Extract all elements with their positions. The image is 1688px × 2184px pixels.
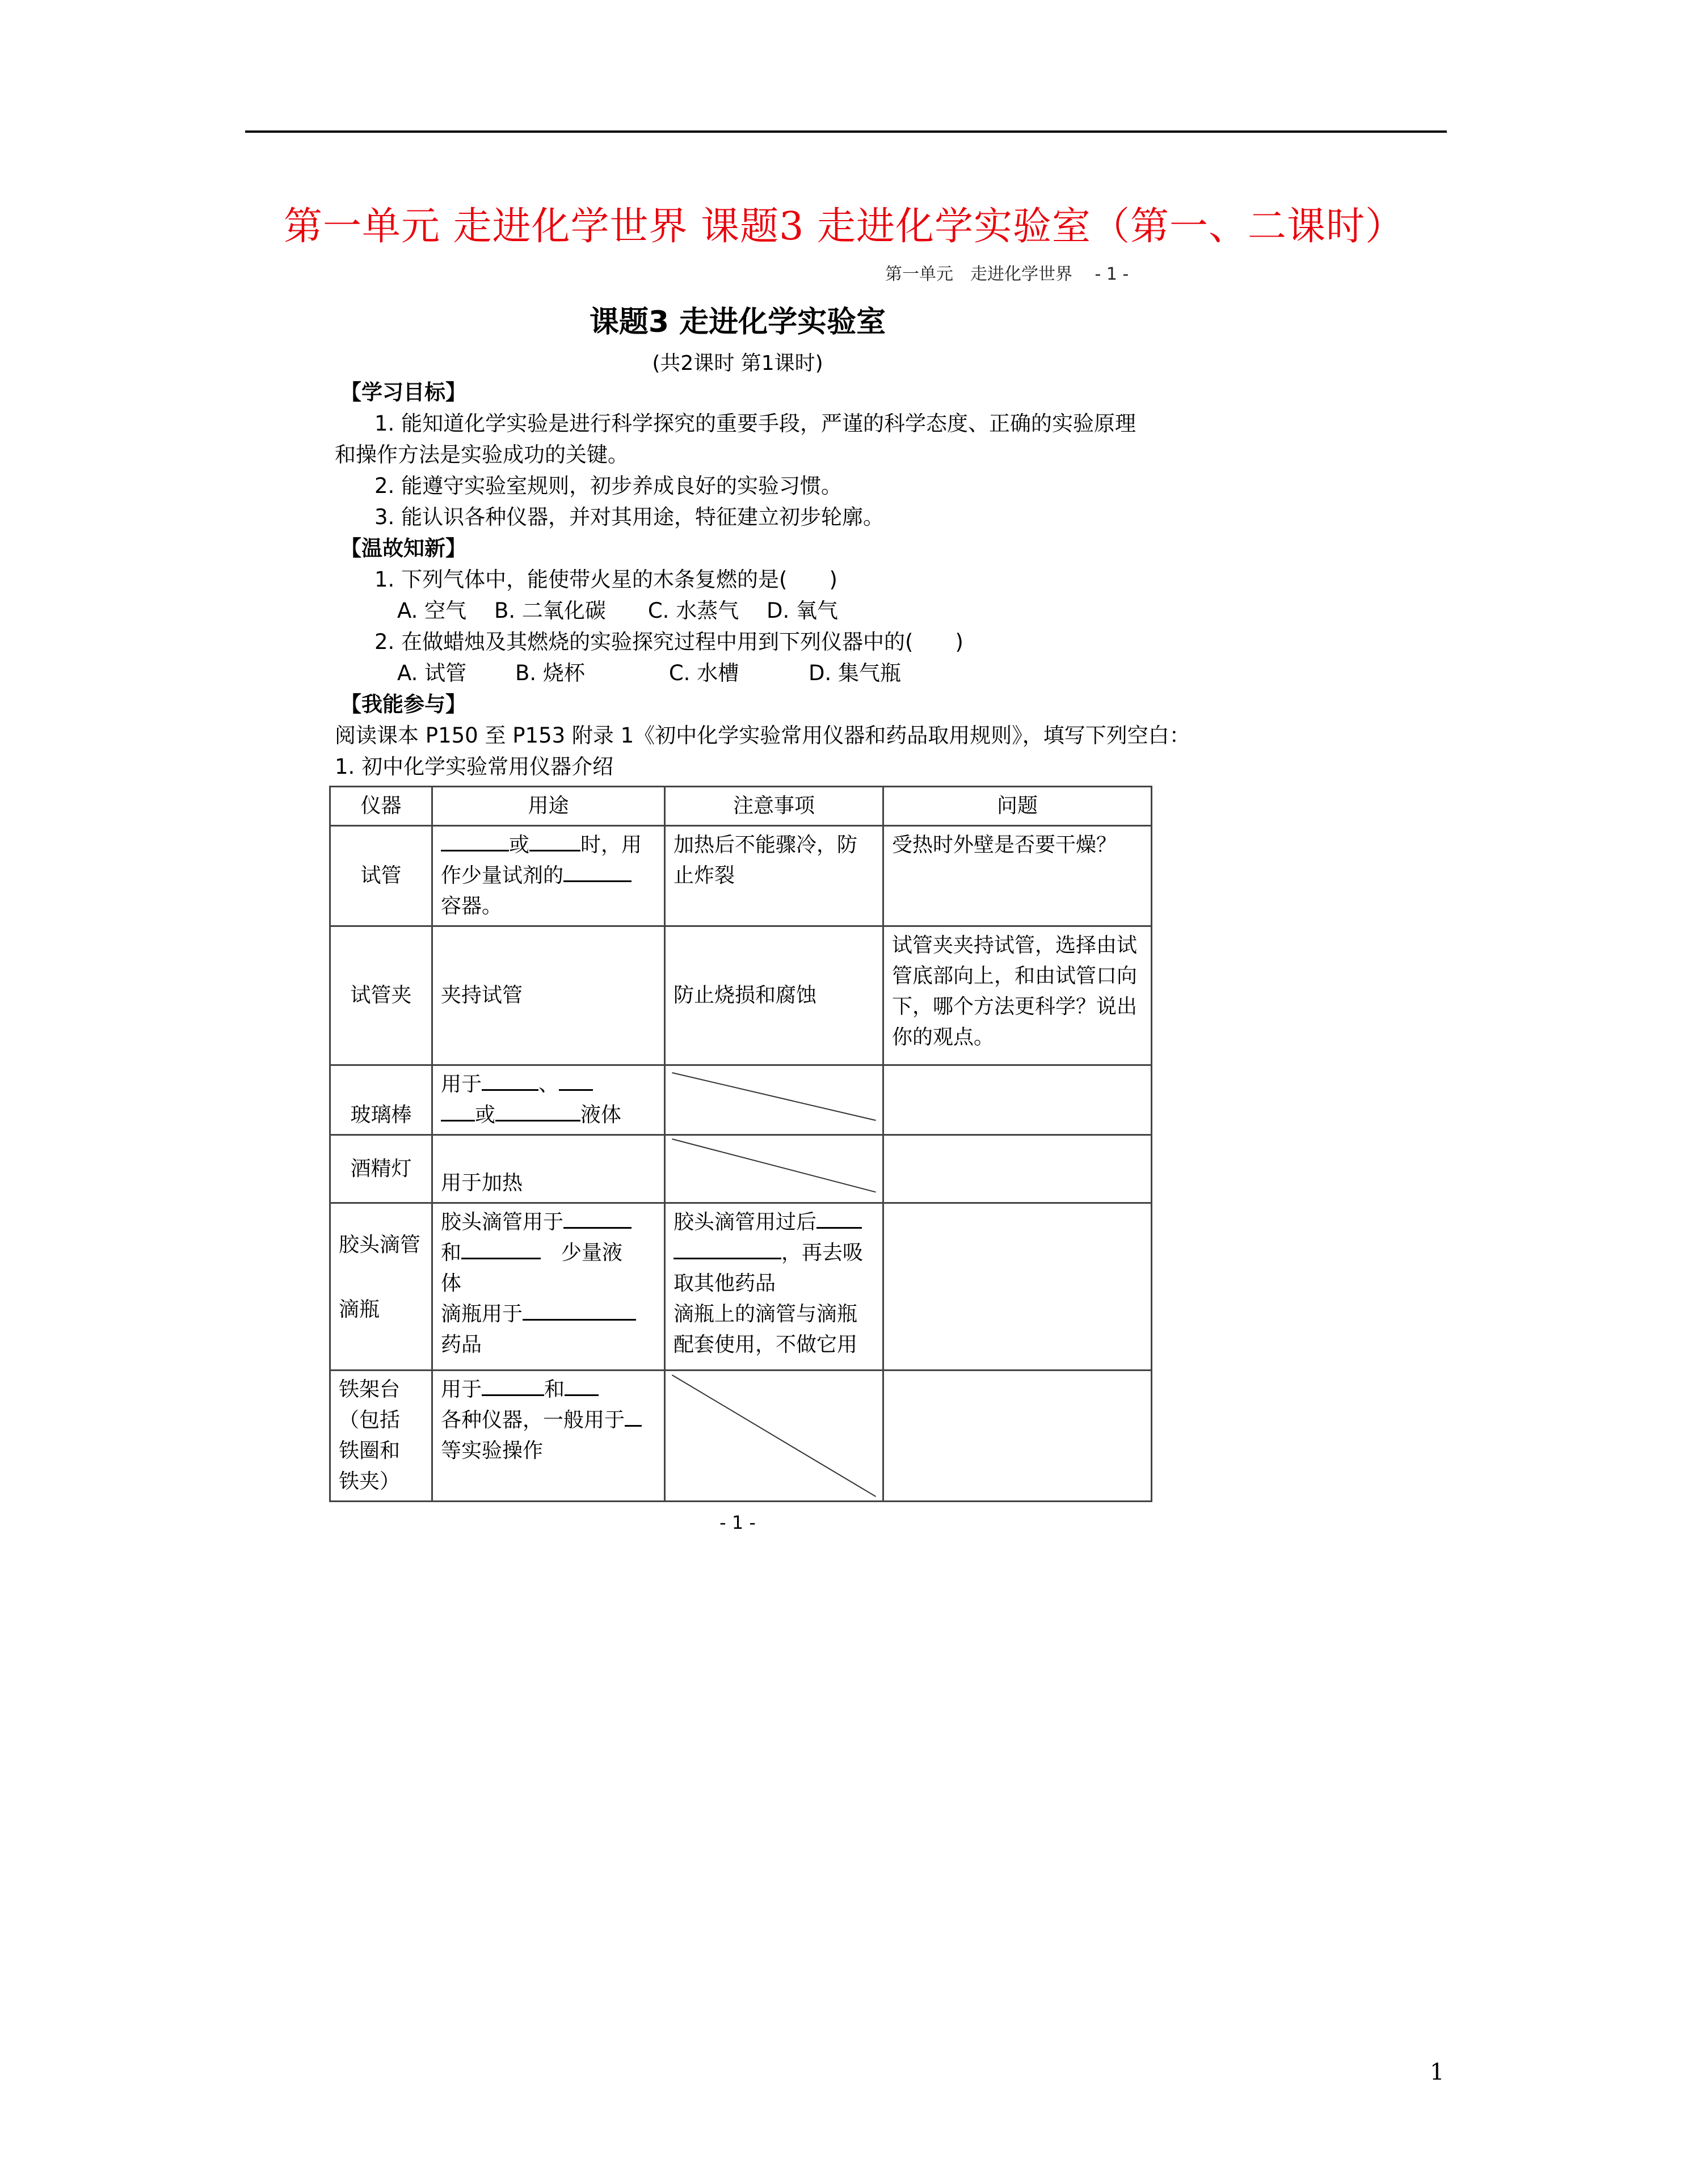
table-header-row — [330, 787, 1152, 826]
note-text: 胶头滴管用过后 — [673, 1211, 817, 1234]
fill-blank[interactable] — [563, 880, 632, 882]
fill-blank[interactable] — [529, 850, 580, 851]
crossed-out-cell — [665, 1135, 883, 1203]
fill-blank[interactable] — [673, 1258, 781, 1259]
use-text: 各种仪器，一般用于 — [441, 1409, 625, 1432]
fill-blank[interactable] — [816, 1227, 862, 1229]
fill-blank[interactable] — [441, 1120, 475, 1121]
table-row — [330, 826, 1152, 926]
use-text: 时，用 — [580, 833, 642, 857]
question-cell: 受热时外壁是否要干燥？ — [883, 826, 1152, 926]
scanned-worksheet — [318, 250, 1190, 1533]
instrument-table — [329, 786, 1152, 1502]
use-cell — [432, 1371, 665, 1502]
question-cell — [883, 1203, 1152, 1371]
running-head — [885, 260, 1129, 285]
fill-blank[interactable] — [482, 1089, 538, 1091]
header-cell: 问题 — [883, 787, 1152, 826]
review-question: 2. 在做蜡烛及其燃烧的实验探究过程中用到下列仪器中的( ) — [374, 630, 963, 654]
fill-blank[interactable] — [482, 1394, 544, 1396]
use-text: 作少量试剂的 — [441, 864, 564, 887]
fill-blank[interactable] — [625, 1425, 642, 1427]
scan-page-number: - 1 - — [719, 1512, 756, 1533]
instrument-name: 酒精灯 — [330, 1135, 432, 1203]
question-cell: 试管夹夹持试管，选择由试管底部向上，和由试管口向下，哪个方法更科学？说出你的观点。 — [883, 926, 1152, 1065]
table-row — [330, 1135, 1152, 1203]
note-text: ，再去吸 — [781, 1241, 864, 1264]
fill-blank[interactable] — [461, 1258, 541, 1259]
table-row — [330, 926, 1152, 1065]
use-text: 滴瓶用于 — [441, 1302, 523, 1326]
use-text: 、 — [538, 1073, 559, 1096]
instrument-name: 试管夹 — [330, 926, 432, 1065]
use-text: 和 — [441, 1241, 462, 1264]
question-cell — [883, 1065, 1152, 1135]
use-text: 少量液 — [561, 1241, 623, 1264]
session-info: (共2课时 第1课时) — [652, 352, 823, 375]
goal-line: 2. 能遵守实验室规则，初步养成良好的实验习惯。 — [374, 474, 843, 498]
table-row — [330, 1065, 1152, 1135]
use-cell — [432, 1065, 665, 1135]
use-cell: 用于加热 — [432, 1135, 665, 1203]
fill-blank[interactable] — [441, 850, 509, 851]
use-text: 或 — [509, 833, 530, 857]
note-cell — [665, 1203, 883, 1371]
diagonal-line — [666, 1371, 882, 1500]
review-options: A. 试管 B. 烧杯 C. 水槽 D. 集气瓶 — [397, 661, 901, 685]
instrument-name: 玻璃棒 — [330, 1065, 432, 1135]
instrument-name — [330, 1203, 432, 1371]
instrument-name-line: 铁圈和 — [339, 1439, 401, 1462]
table-subheading: 1. 初中化学实验常用仪器介绍 — [335, 754, 614, 779]
goal-line: 和操作方法是实验成功的关键。 — [335, 442, 629, 467]
use-text: 或 — [475, 1103, 496, 1127]
use-text: 胶头滴管用于 — [441, 1211, 564, 1234]
running-head-page: - 1 - — [1095, 264, 1129, 284]
use-text: 容器。 — [441, 895, 503, 918]
participate-heading: 【我能参与】 — [340, 692, 466, 716]
crossed-out-cell — [665, 1065, 883, 1135]
lesson-title: 课题3 走进化学实验室 — [589, 305, 886, 339]
fill-blank[interactable] — [495, 1120, 580, 1121]
note-cell: 加热后不能骤冷，防止炸裂 — [665, 826, 883, 926]
table-row — [330, 1371, 1152, 1502]
table-row — [330, 1203, 1152, 1371]
use-text: 用于 — [441, 1073, 482, 1096]
instrument-name-line: 胶头滴管 — [339, 1233, 421, 1257]
diagonal-line — [666, 1136, 882, 1202]
goal-line: 3. 能认识各种仪器，并对其用途，特征建立初步轮廓。 — [374, 505, 885, 529]
header-cell: 用途 — [432, 787, 665, 826]
note-text: 取其他药品 — [673, 1272, 776, 1295]
use-text: 药品 — [441, 1333, 482, 1356]
crossed-out-cell — [665, 1371, 883, 1502]
header-cell: 仪器 — [330, 787, 432, 826]
fill-blank[interactable] — [559, 1089, 593, 1091]
fill-blank[interactable] — [523, 1319, 636, 1321]
header-rule — [245, 130, 1447, 133]
use-cell: 夹持试管 — [432, 926, 665, 1065]
goal-line: 1. 能知道化学实验是进行科学探究的重要手段，严谨的科学态度、正确的实验原理 — [374, 411, 1136, 436]
instrument-name-line: 滴瓶 — [339, 1298, 380, 1321]
use-text: 和 — [544, 1378, 565, 1401]
fill-blank[interactable] — [565, 1394, 599, 1396]
instrument-name-line: 铁架台 — [339, 1378, 401, 1401]
use-cell — [432, 826, 665, 926]
review-question: 1. 下列气体中，能使带火星的木条复燃的是( ) — [374, 567, 837, 592]
header-cell: 注意事项 — [665, 787, 883, 826]
fill-blank[interactable] — [563, 1227, 632, 1229]
instrument-name-line: 铁夹） — [339, 1470, 401, 1493]
use-text: 液体 — [580, 1103, 622, 1127]
review-heading: 【温故知新】 — [340, 536, 466, 560]
question-cell — [883, 1135, 1152, 1203]
question-cell — [883, 1371, 1152, 1502]
instrument-name-line: （包括 — [339, 1409, 401, 1432]
instrument-name — [330, 1371, 432, 1502]
diagonal-line — [666, 1066, 882, 1134]
page-number: 1 — [1430, 2059, 1445, 2085]
running-head-text: 第一单元 走进化学世界 — [885, 264, 1072, 284]
instruction-text: 阅读课本 P150 至 P153 附录 1《初中化学实验常用仪器和药品取用规则》，填写下列空白： — [335, 723, 1190, 748]
use-text: 等实验操作 — [441, 1439, 544, 1462]
note-text: 滴瓶上的滴管与滴瓶配套使用，不做它用 — [673, 1302, 858, 1356]
note-cell: 防止烧损和腐蚀 — [665, 926, 883, 1065]
document-title: 第一单元 走进化学世界 课题3 走进化学实验室（第一、二课时） — [283, 204, 1405, 249]
instrument-name: 试管 — [330, 826, 432, 926]
goals-heading: 【学习目标】 — [340, 380, 466, 404]
use-text: 体 — [441, 1272, 462, 1295]
use-text: 用于 — [441, 1378, 482, 1401]
review-options: A. 空气 B. 二氧化碳 C. 水蒸气 D. 氧气 — [397, 598, 838, 623]
use-cell — [432, 1203, 665, 1371]
